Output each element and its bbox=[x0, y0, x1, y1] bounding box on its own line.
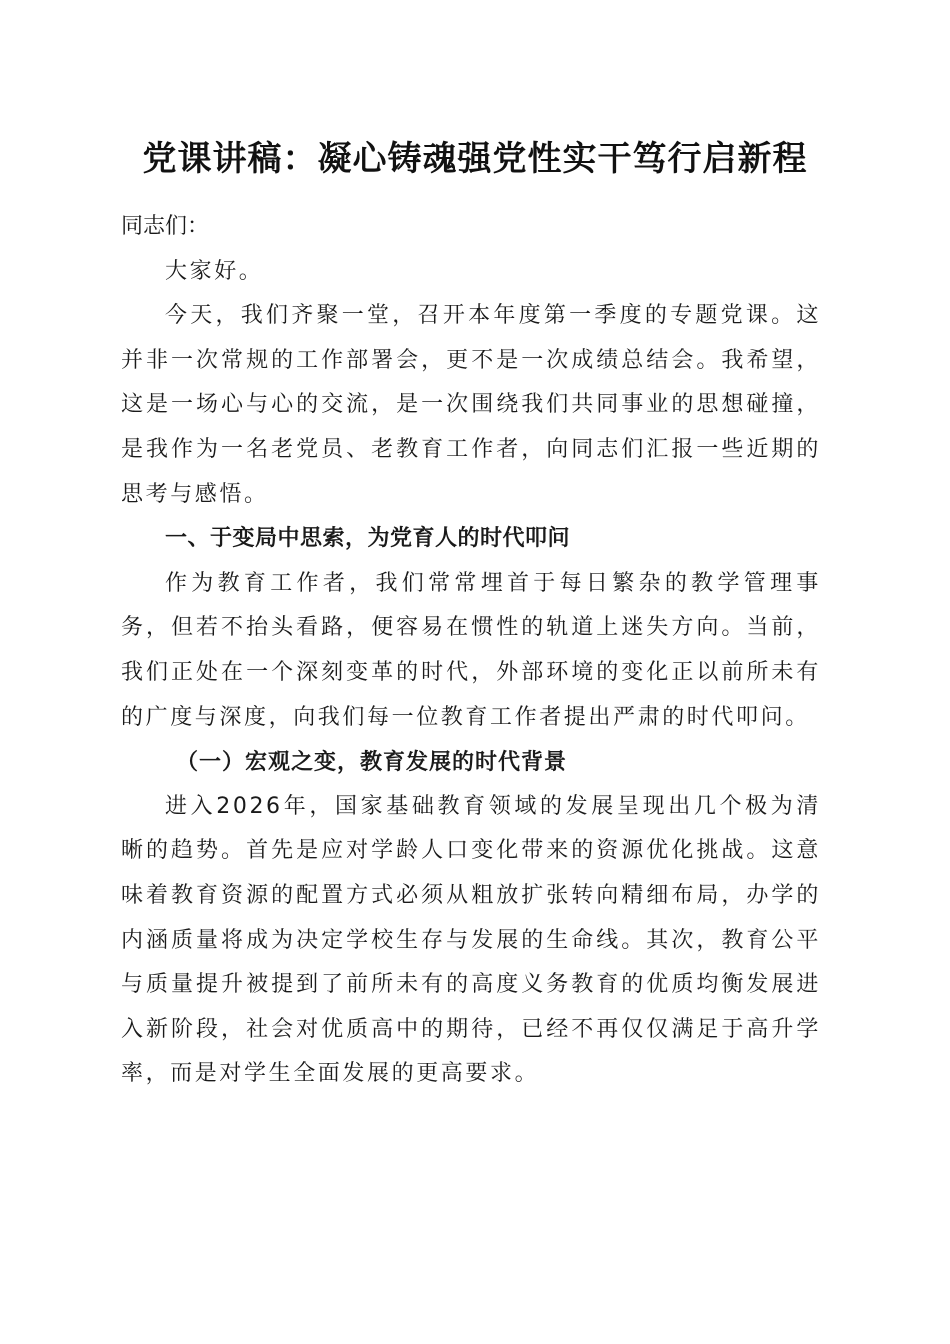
subsection-paragraph: 进入2026年，国家基础教育领域的发展呈现出几个极为清晰的趋势。首先是应对学龄人口变化带来的资源优化挑战。这意味着教育资源的配置方式必须从粗放扩张转向精细布局，办学的内涵质量将成为决定学校生存与发展的生命线。其次，教育公平与质量提升被提到了前所未有的高度义务教育的优质均衡发展进入新阶段，社会对优质高中的期待，已经不再仅仅满足于高升学率，而是对学生全面发展的更高要求。 bbox=[121, 793, 821, 1087]
section-paragraph: 作为教育工作者，我们常常埋首于每日繁杂的教学管理事务，但若不抬头看路，便容易在惯性的轨道上迷失方向。当前，我们正处在一个深刻变革的时代，外部环境的变化正以前所未有的广度与深度，向我们每一位教育工作者提出严肃的时代叩问。 bbox=[121, 570, 821, 730]
section-heading: 一、于变局中思索，为党育人的时代叩问 bbox=[165, 526, 571, 552]
greeting-paragraph: 大家好。 bbox=[165, 258, 264, 284]
document-title: 党课讲稿：凝心铸魂强党性实干笃行启新程 bbox=[142, 139, 808, 179]
intro-paragraph: 今天，我们齐聚一堂，召开本年度第一季度的专题党课。这并非一次常规的工作部署会，更不是一次成绩总结会。我希望，这是一场心与心的交流，是一次围绕我们共同事业的思想碰撞，是我作为一名老党员、老教育工作者，向同志们汇报一些近期的思考与感悟。 bbox=[121, 303, 821, 507]
subsection-heading: （一）宏观之变，教育发展的时代背景 bbox=[176, 749, 568, 776]
salutation: 同志们： bbox=[121, 214, 210, 239]
document-body bbox=[121, 205, 821, 1097]
